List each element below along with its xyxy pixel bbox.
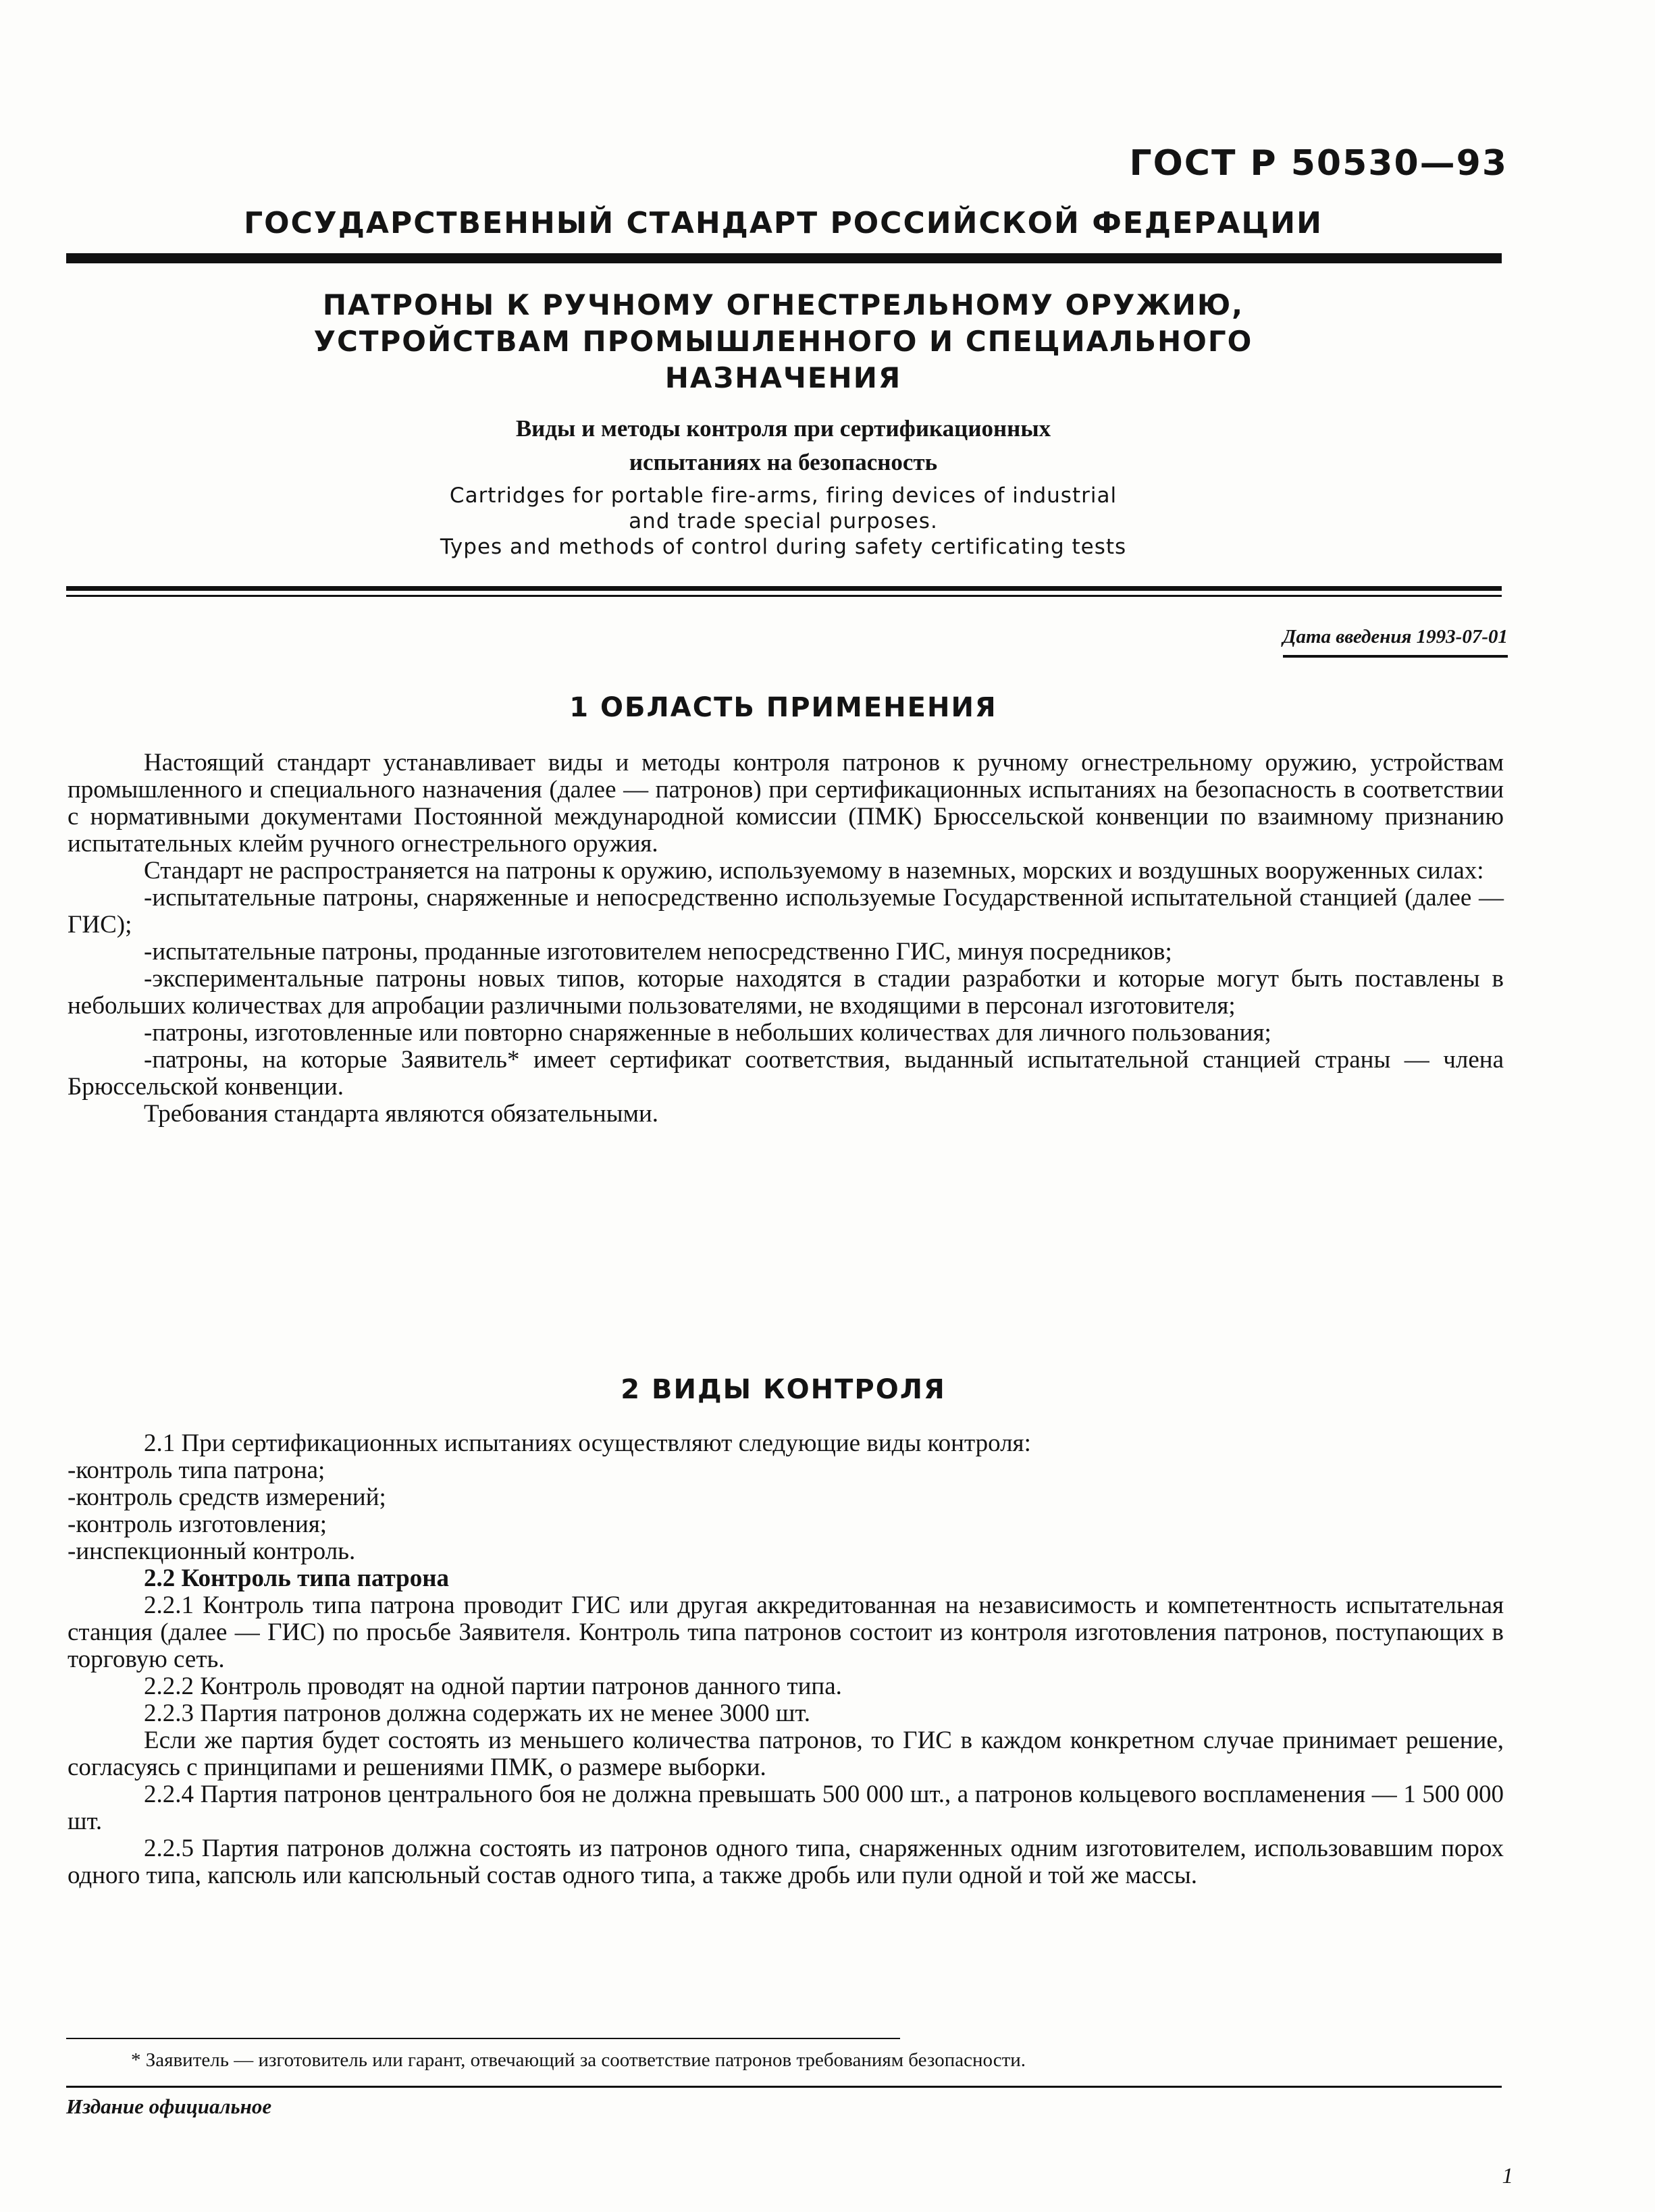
standard-number: ГОСТ Р 50530—93 xyxy=(1129,143,1508,184)
paragraph: Настоящий стандарт устанавливает виды и методы контроля патронов к ручному огнестрельному оружию, устройствам промышленного и специального назначения (далее — патронов) при сертификационных испытаниях на безопасность в соответствии с нормативными документами Постоянной международной комиссии (ПМК) Брюссельской конвенции по взаимному признанию испытательных клейм ручного огнестрельного оружия. xyxy=(68,749,1504,858)
document-subtitle xyxy=(68,412,1499,479)
list-item: -контроль типа патрона; xyxy=(68,1456,325,1484)
paragraph: 2.2.4 Партия патронов центрального боя не должна превышать 500 000 шт., а патронов кольцевого воспламенения — 1 500 000 шт. xyxy=(68,1781,1504,1835)
list-item: -патроны, на которые Заявитель* имеет сертификат соответствия, выданный испытательной станцией страны — члена Брюссельской конвенции. xyxy=(68,1046,1504,1101)
header-rule xyxy=(66,253,1502,263)
list-item: -экспериментальные патроны новых типов, которые находятся в стадии разработки и которые могут быть поставлены в небольших количествах для апробации различными пользователями, не входящими в персонал изготовителя; xyxy=(68,965,1504,1020)
list-item: -инспекционный контроль. xyxy=(68,1537,356,1565)
paragraph: 2.2.5 Партия патронов должна состоять из патронов одного типа, снаряженных одним изготовителем, использовавшим порох одного типа, капсюль или капсюльный состав одного типа, а также дробь или пули одной и той же массы. xyxy=(68,1835,1504,1889)
title-line: УСТРОЙСТВАМ ПРОМЫШЛЕННОГО И СПЕЦИАЛЬНОГО xyxy=(313,325,1253,358)
title-rule-top xyxy=(66,586,1502,591)
title-line: ПАТРОНЫ К РУЧНОМУ ОГНЕСТРЕЛЬНОМУ ОРУЖИЮ, xyxy=(322,288,1244,321)
section-1-heading: 1 ОБЛАСТЬ ПРИМЕНЕНИЯ xyxy=(569,692,997,723)
edition-rule xyxy=(66,2086,1502,2088)
footnote-rule xyxy=(66,2038,900,2039)
paragraph: Требования стандарта являются обязательными. xyxy=(144,1100,659,1128)
english-title-line: Cartridges for portable fire-arms, firing devices of industrial xyxy=(449,483,1118,508)
english-title-line: Types and methods of control during safety certificating tests xyxy=(440,535,1127,559)
paragraph: 2.1 При сертификационных испытаниях осуществляют следующие виды контроля: xyxy=(144,1429,1031,1457)
document-title xyxy=(68,287,1499,396)
paragraph: 2.2.3 Партия патронов должна содержать их не менее 3000 шт. xyxy=(144,1700,810,1727)
title-line: НАЗНАЧЕНИЯ xyxy=(664,361,902,394)
subtitle-line: испытаниях на безопасность xyxy=(629,449,938,475)
english-title xyxy=(68,483,1499,560)
subtitle-line: Виды и методы контроля при сертификационных xyxy=(515,415,1051,442)
subsection-heading: 2.2 Контроль типа патрона xyxy=(144,1564,450,1592)
section-1-body xyxy=(68,749,1504,1128)
page-number: 1 xyxy=(1502,2164,1513,2188)
list-item: -контроль изготовления; xyxy=(68,1510,327,1538)
list-item: -патроны, изготовленные или повторно снаряженные в небольших количествах для личного пользования; xyxy=(144,1019,1271,1047)
title-rule-bottom xyxy=(66,595,1502,597)
list-item: -испытательные патроны, проданные изготовителем непосредственно ГИС, минуя посредников; xyxy=(144,938,1172,966)
introduction-date: Дата введения 1993-07-01 xyxy=(1283,626,1508,658)
organization-title: ГОСУДАРСТВЕННЫЙ СТАНДАРТ РОССИЙСКОЙ ФЕДЕРАЦИИ xyxy=(244,206,1323,240)
english-title-line: and trade special purposes. xyxy=(629,509,938,533)
paragraph: Если же партия будет состоять из меньшего количества патронов, то ГИС в каждом конкретном случае принимает решение, согласуясь с принципами и решениями ПМК, о размере выборки. xyxy=(68,1727,1504,1781)
list-item: -испытательные патроны, снаряженные и непосредственно используемые Государственной испытательной станцией (далее — ГИС); xyxy=(68,884,1504,939)
edition-label: Издание официальное xyxy=(66,2095,272,2118)
paragraph: 2.2.1 Контроль типа патрона проводит ГИС или другая аккредитованная на независимость и компетентность испытательная станция (далее — ГИС) по просьбе Заявителя. Контроль типа патронов состоит из контроля изготовления патронов, поступающих в торговую сеть. xyxy=(68,1591,1504,1673)
paragraph: 2.2.2 Контроль проводят на одной партии патронов данного типа. xyxy=(144,1673,842,1700)
list-item: -контроль средств измерений; xyxy=(68,1483,386,1511)
section-2-heading: 2 ВИДЫ КОНТРОЛЯ xyxy=(621,1374,946,1405)
paragraph: Стандарт не распространяется на патроны к оружию, используемому в наземных, морских и воздушных вооруженных силах: xyxy=(144,857,1484,885)
footnote: * Заявитель — изготовитель или гарант, отвечающий за соответствие патронов требованиям безопасности. xyxy=(131,2049,1026,2071)
section-2-body xyxy=(68,1430,1504,1889)
